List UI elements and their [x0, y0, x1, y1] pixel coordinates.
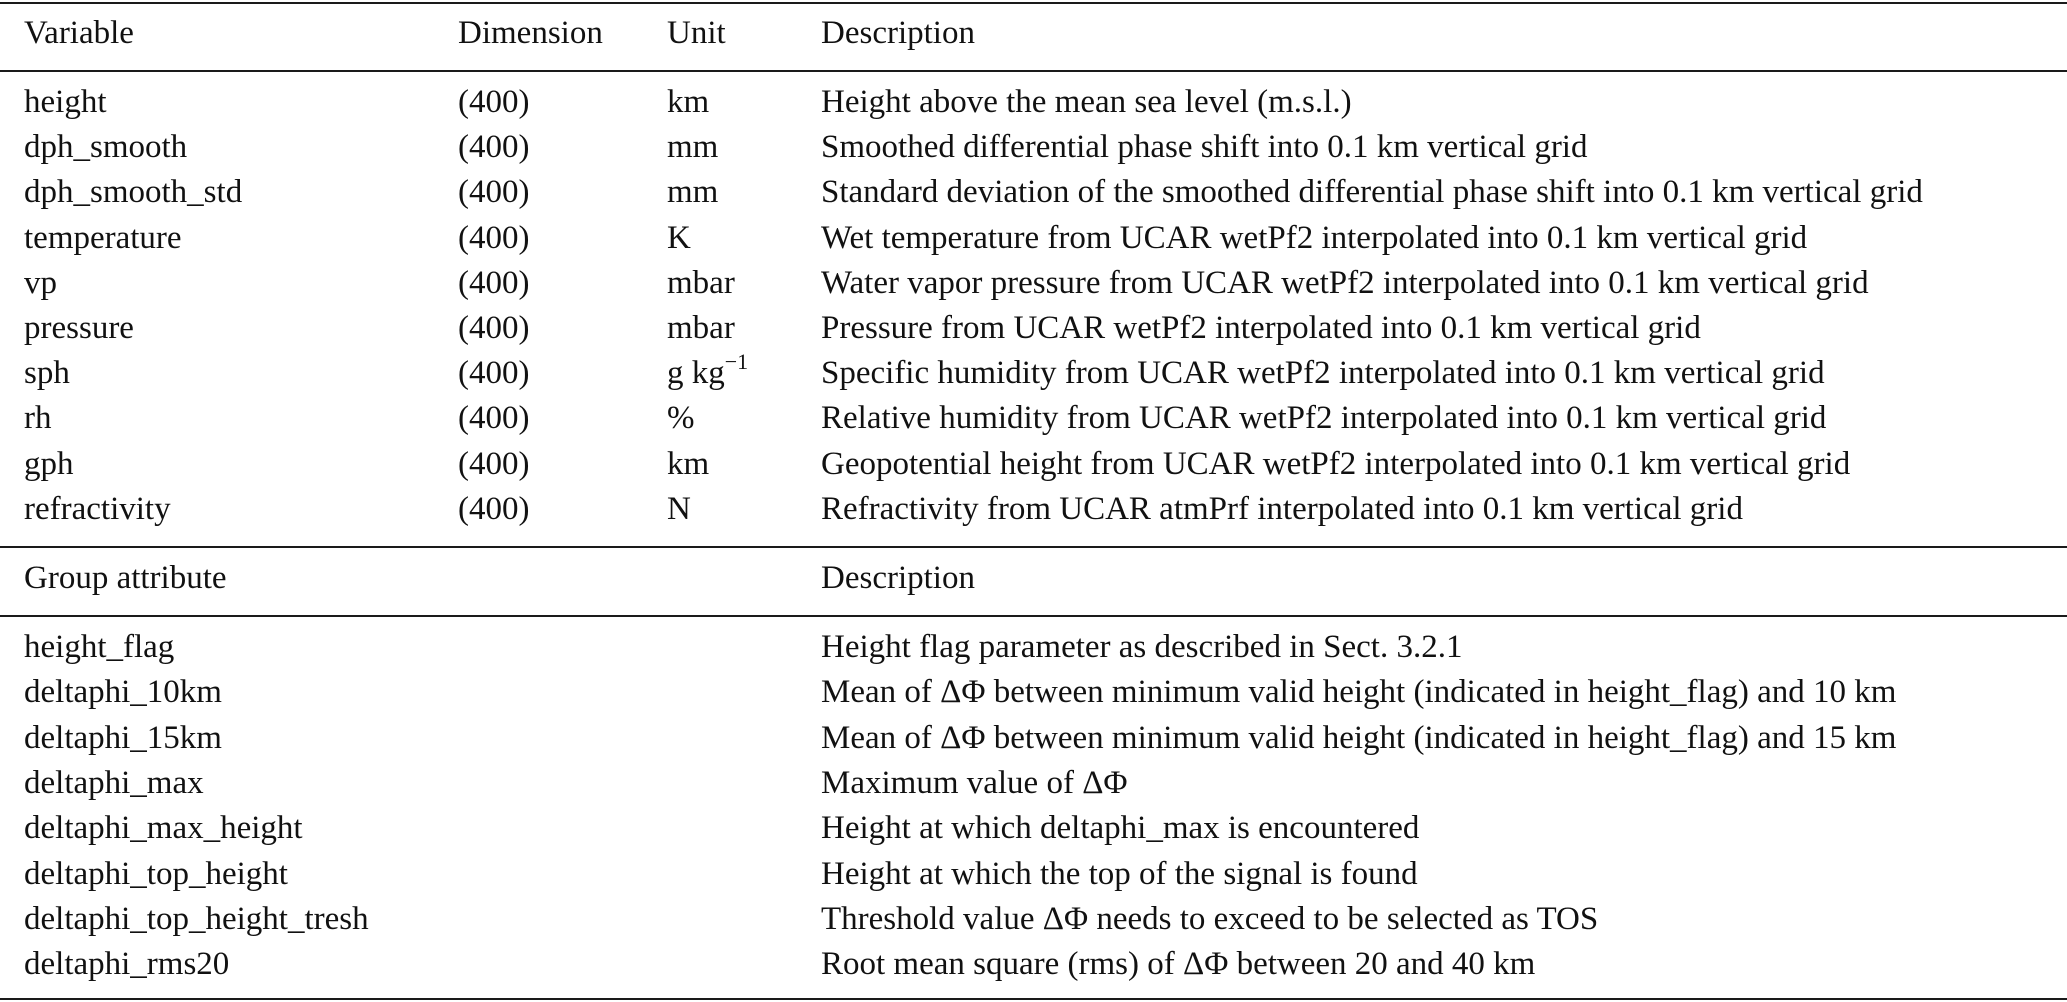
- table-row: [0, 261, 2067, 305]
- variable-dimension: (400): [458, 84, 530, 120]
- group-attribute-name: deltaphi_15km: [24, 719, 222, 756]
- variable-unit: [667, 396, 695, 440]
- table-row: [0, 442, 2067, 486]
- variable-unit: [667, 261, 735, 305]
- variable-description: Refractivity from UCAR atmPrf interpolated into 0.1 km vertical grid: [821, 490, 1743, 527]
- unit-text: mbar: [667, 264, 735, 301]
- group-attribute-description: Height at which the top of the signal is found: [821, 855, 1418, 892]
- variable-name: pressure: [24, 310, 134, 346]
- group-attribute-name: deltaphi_10km: [24, 674, 222, 711]
- table-row: [0, 852, 2067, 896]
- table-row: [0, 806, 2067, 850]
- variable-name: temperature: [24, 219, 182, 256]
- group-attribute-name: height_flag: [24, 629, 175, 665]
- unit-text: mm: [667, 129, 719, 166]
- table-row: [0, 716, 2067, 760]
- variable-name: height: [24, 84, 107, 120]
- variable-unit: [667, 442, 709, 486]
- variable-description: Relative humidity from UCAR wetPf2 interpolated into 0.1 km vertical grid: [821, 400, 1827, 437]
- variable-dimension: (400): [458, 129, 530, 166]
- variable-name: refractivity: [24, 490, 171, 527]
- table-row: [0, 625, 2067, 669]
- group-attribute-description: Root mean square (rms) of ΔΦ between 20 and 40 km: [821, 946, 1536, 983]
- bottom-rule: [0, 998, 2067, 1000]
- top-rule: [0, 2, 2067, 4]
- variable-description: Height above the mean sea level (m.s.l.): [821, 84, 1352, 120]
- variable-dimension: (400): [458, 219, 530, 256]
- table-row: [0, 897, 2067, 941]
- group-attribute-description: Threshold value ΔΦ needs to exceed to be selected as TOS: [821, 900, 1599, 937]
- group-attribute-name: deltaphi_max_height: [24, 810, 303, 847]
- variable-unit: [667, 216, 691, 260]
- header-rule: [0, 70, 2067, 72]
- header-variable: Variable: [24, 15, 134, 51]
- variable-name: sph: [24, 355, 70, 392]
- table-row: [0, 761, 2067, 805]
- variable-name: rh: [24, 400, 52, 437]
- group-header-rule: [0, 615, 2067, 617]
- table-row: [0, 125, 2067, 169]
- variable-description: Wet temperature from UCAR wetPf2 interpolated into 0.1 km vertical grid: [821, 219, 1808, 256]
- variable-name: vp: [24, 264, 57, 301]
- variable-dimension: (400): [458, 174, 530, 211]
- group-attribute-name: deltaphi_rms20: [24, 946, 230, 983]
- variable-description: Pressure from UCAR wetPf2 interpolated into 0.1 km vertical grid: [821, 310, 1701, 346]
- unit-text: N: [667, 490, 691, 527]
- variable-dimension: (400): [458, 445, 530, 482]
- table-row: [0, 170, 2067, 214]
- unit-text: %: [667, 400, 695, 437]
- variable-unit: [667, 487, 691, 531]
- variable-unit: [667, 170, 718, 214]
- group-attribute-description: Mean of ΔΦ between minimum valid height (indicated in height_flag) and 15 km: [821, 719, 1897, 756]
- group-attribute-description: Mean of ΔΦ between minimum valid height (indicated in height_flag) and 10 km: [821, 674, 1897, 711]
- variable-dimension: (400): [458, 490, 530, 527]
- variable-dimension: (400): [458, 264, 530, 301]
- variable-description: Water vapor pressure from UCAR wetPf2 interpolated into 0.1 km vertical grid: [821, 264, 1869, 301]
- variable-unit: [667, 306, 735, 350]
- header-group-attribute: Group attribute: [24, 560, 227, 596]
- unit-text: g kg: [667, 355, 725, 392]
- variable-description: Geopotential height from UCAR wetPf2 interpolated into 0.1 km vertical grid: [821, 445, 1851, 482]
- unit-text: mm: [667, 174, 719, 211]
- header-unit: Unit: [667, 15, 726, 51]
- group-attribute-description: Height flag parameter as described in Sect. 3.2.1: [821, 629, 1463, 665]
- unit-text: mbar: [667, 310, 735, 346]
- table-row: [0, 351, 2067, 395]
- variable-unit: [667, 125, 718, 169]
- unit-exponent: −1: [724, 349, 749, 375]
- header-dimension: Dimension: [458, 15, 603, 51]
- table-row: [0, 306, 2067, 350]
- variable-name: gph: [24, 445, 74, 482]
- table-row: [0, 396, 2067, 440]
- table-row: [0, 216, 2067, 260]
- table-row: [0, 670, 2067, 714]
- table-row: [0, 487, 2067, 531]
- variable-description: Standard deviation of the smoothed differential phase shift into 0.1 km vertical grid: [821, 174, 1923, 211]
- variable-unit: [667, 351, 748, 395]
- group-header-row: [0, 556, 2067, 600]
- unit-text: K: [667, 219, 691, 256]
- variable-unit: [667, 80, 709, 124]
- unit-text: km: [667, 445, 710, 482]
- variable-dimension: (400): [458, 355, 530, 392]
- variable-name: dph_smooth_std: [24, 174, 243, 211]
- group-attribute-description: Maximum value of ΔΦ: [821, 764, 1128, 801]
- group-attribute-name: deltaphi_max: [24, 764, 204, 801]
- variable-description: Smoothed differential phase shift into 0.1 km vertical grid: [821, 129, 1588, 166]
- unit-text: km: [667, 84, 710, 120]
- group-attribute-name: deltaphi_top_height_tresh: [24, 900, 369, 937]
- table-row: [0, 80, 2067, 124]
- table-row: [0, 942, 2067, 986]
- table-header-row: [0, 11, 2067, 55]
- variable-name: dph_smooth: [24, 129, 188, 166]
- group-attribute-name: deltaphi_top_height: [24, 855, 288, 892]
- group-attribute-description: Height at which deltaphi_max is encountered: [821, 810, 1420, 847]
- header-group-description: Description: [821, 560, 975, 596]
- variable-description: Specific humidity from UCAR wetPf2 interpolated into 0.1 km vertical grid: [821, 355, 1825, 392]
- header-description: Description: [821, 15, 975, 51]
- variable-dimension: (400): [458, 400, 530, 437]
- section-rule: [0, 546, 2067, 548]
- variable-dimension: (400): [458, 310, 530, 346]
